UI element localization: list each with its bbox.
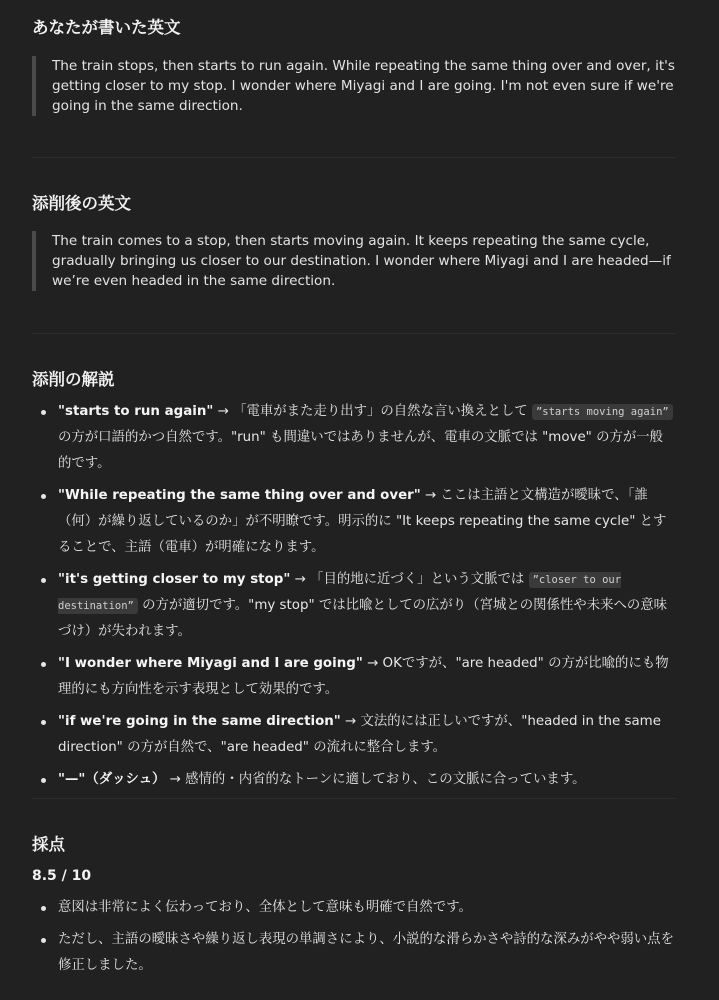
- explanation-item: [32, 651, 676, 703]
- bullet-icon: [41, 578, 46, 583]
- section-divider: [32, 157, 676, 158]
- explanation-item: [32, 767, 676, 793]
- explanation-text: の方が適切です。"my stop" では比喩としての広がり（宮城との関係性や未来への意味づけ）が失われます。: [58, 598, 668, 639]
- bullet-icon: [41, 410, 46, 415]
- scoring-text: 意図は非常によく伝わっており、全体として意味も明確で自然です。: [58, 900, 472, 915]
- inline-code: ”starts moving again”: [532, 404, 673, 420]
- bullet-icon: [41, 494, 46, 499]
- original-text-quote: The train stops, then starts to run again. While repeating the same thing over and over, it's getting closer to my stop. I wonder where Miyagi and I are going. I'm not even sure if we're going in the same direction.: [32, 56, 676, 116]
- explanation-list: [32, 399, 676, 799]
- section-divider: [32, 798, 676, 799]
- explanation-section-title: 添削の解説: [32, 370, 115, 389]
- explanation-term: "if we're going in the same direction": [58, 714, 341, 729]
- explanation-item: [32, 483, 676, 561]
- explanation-text: → ここは主語と文構造が曖昧で、「誰（何）が繰り返しているのか」が不明瞭です。明示的に "It keeps repeating the same cycle" とすることで、主語（電車）が明確になります。: [58, 488, 667, 555]
- explanation-item: [32, 567, 676, 645]
- explanation-text: → 文法的には正しいですが、"headed in the same direction" の方が自然で、"are headed" の流れに整合します。: [58, 714, 661, 755]
- explanation-item: [32, 399, 676, 477]
- scoring-item: [32, 895, 676, 921]
- inline-code: ”closer to our destination”: [58, 574, 622, 612]
- bullet-icon: [41, 720, 46, 725]
- explanation-term: "starts to run again": [58, 404, 214, 419]
- explanation-text: の方が口語的かつ自然です。"run" も間違いではありませんが、電車の文脈では "move" の方が一般的です。: [58, 430, 664, 471]
- bullet-icon: [41, 662, 46, 667]
- explanation-text: → 「電車がまた走り出す」の自然な言い換えとして: [213, 404, 532, 419]
- explanation-item: [32, 709, 676, 761]
- explanation-term: "—"（ダッシュ）: [58, 772, 166, 787]
- scoring-text: ただし、主語の曖昧さや繰り返し表現の単調さにより、小説的な滑らかさや詩的な深みがやや弱い点を修正しました。: [58, 932, 674, 973]
- explanation-text: → 「目的地に近づく」という文脈では: [290, 572, 529, 587]
- score-value: 8.5 / 10: [32, 868, 92, 884]
- bullet-icon: [41, 906, 46, 911]
- explanation-term: "While repeating the same thing over and over": [58, 488, 421, 503]
- corrected-text-quote: The train comes to a stop, then starts moving again. It keeps repeating the same cycle, gradually bringing us closer to our destination. I wonder where Miyagi and I are headed—if we’re even headed in the same direction.: [32, 231, 676, 291]
- explanation-term: "I wonder where Miyagi and I are going": [58, 656, 363, 671]
- bullet-icon: [41, 938, 46, 943]
- section-divider: [32, 333, 676, 334]
- scoring-item: [32, 927, 676, 979]
- bullet-icon: [41, 778, 46, 783]
- corrected-section-title: 添削後の英文: [32, 194, 131, 213]
- explanation-text: → 感情的・内省的なトーンに適しており、この文脈に合っています。: [165, 772, 586, 787]
- scoring-list: [32, 895, 676, 985]
- scoring-section-title: 採点: [32, 835, 65, 854]
- explanation-text: → OKですが、"are headed" の方が比喩的にも物理的にも方向性を示す表現として効果的です。: [58, 656, 669, 697]
- explanation-term: "it's getting closer to my stop": [58, 572, 291, 587]
- original-section-title: あなたが書いた英文: [32, 18, 181, 37]
